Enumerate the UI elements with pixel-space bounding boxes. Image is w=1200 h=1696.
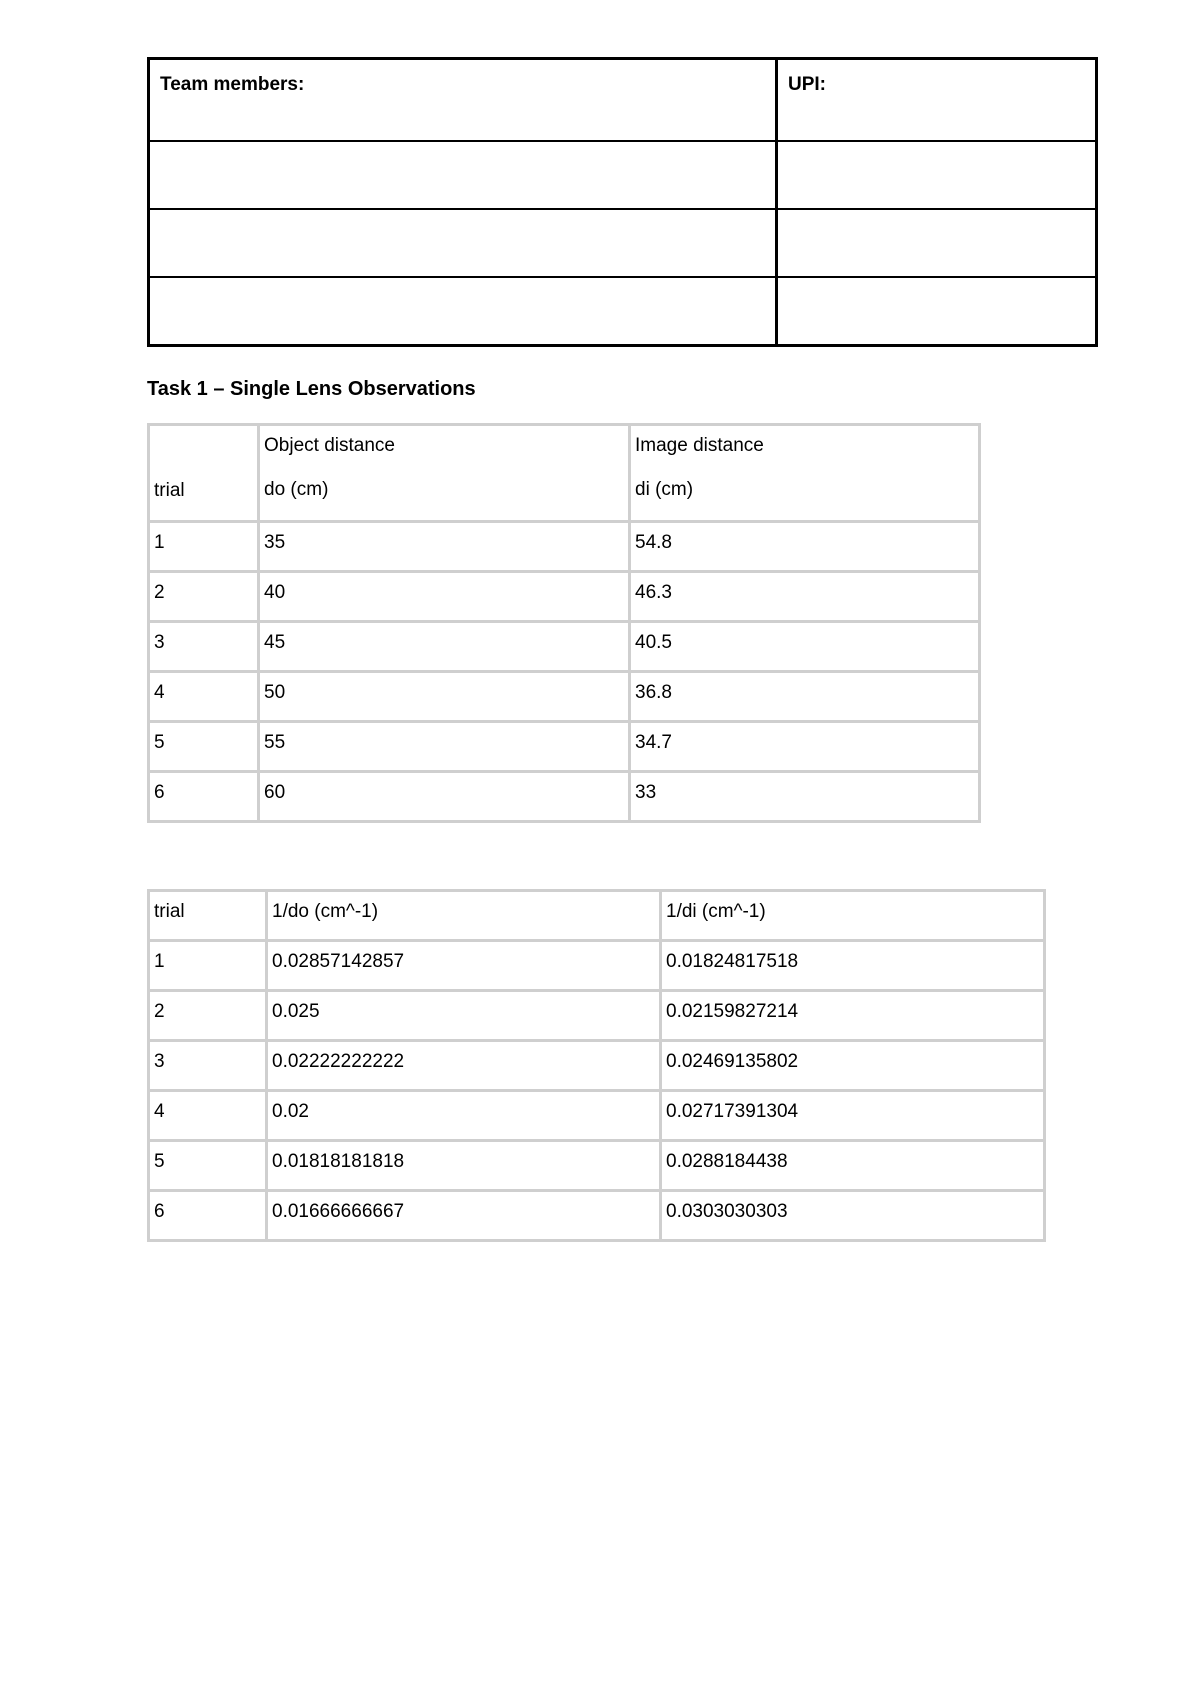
di-value: 40.5	[635, 632, 672, 653]
team-row	[149, 277, 1097, 346]
member-name-cell[interactable]	[149, 209, 777, 277]
do-value: 40	[264, 582, 286, 603]
inverse-di-value: 0.0303030303	[666, 1201, 788, 1222]
di-cell	[630, 722, 980, 772]
member-upi-cell[interactable]	[777, 277, 1097, 346]
image-distance-label: Image distance	[635, 435, 764, 456]
table-row	[149, 1091, 1045, 1141]
trial-cell	[149, 522, 259, 572]
trial-value: 4	[154, 682, 165, 703]
inverse-di-cell	[661, 1141, 1045, 1191]
member-upi-cell[interactable]	[777, 141, 1097, 209]
table-row	[149, 941, 1045, 991]
image-distance-header	[630, 425, 980, 522]
trial-cell	[149, 941, 267, 991]
task-title: Task 1 – Single Lens Observations	[147, 378, 476, 400]
trial-value: 6	[154, 1201, 165, 1222]
trial-cell	[149, 672, 259, 722]
inverse-do-cell	[267, 1141, 661, 1191]
inverse-di-value: 0.02469135802	[666, 1051, 799, 1072]
di-cell	[630, 772, 980, 822]
inverse-do-cell	[267, 1091, 661, 1141]
member-name-cell[interactable]	[149, 277, 777, 346]
object-distance-label: Object distance	[264, 435, 395, 456]
inverse-do-cell	[267, 1041, 661, 1091]
inverse-di-value: 0.0288184438	[666, 1151, 788, 1172]
table-row	[149, 622, 980, 672]
trial-header	[149, 425, 259, 522]
di-value: 34.7	[635, 732, 672, 753]
team-row	[149, 209, 1097, 277]
do-value: 60	[264, 782, 286, 803]
object-distance-header	[259, 425, 630, 522]
trial-value: 3	[154, 632, 165, 653]
trial-cell	[149, 1091, 267, 1141]
inverse-do-value: 0.02222222222	[272, 1051, 405, 1072]
di-value: 33	[635, 782, 657, 803]
trial-cell	[149, 772, 259, 822]
inverse-di-value: 0.01824817518	[666, 951, 799, 972]
inverse-do-cell	[267, 941, 661, 991]
table-row	[149, 1041, 1045, 1091]
inverse-di-cell	[661, 1191, 1045, 1241]
trial-header	[149, 891, 267, 941]
team-row	[149, 141, 1097, 209]
inverse-do-value: 0.02	[272, 1101, 309, 1122]
table-row	[149, 522, 980, 572]
team-members-table	[147, 57, 1098, 347]
trial-value: 3	[154, 1051, 165, 1072]
di-value: 46.3	[635, 582, 672, 603]
trial-value: 4	[154, 1101, 165, 1122]
di-cell	[630, 672, 980, 722]
do-cell	[259, 772, 630, 822]
inverse-do-header	[267, 891, 661, 941]
trial-value: 5	[154, 732, 165, 753]
trial-cell	[149, 622, 259, 672]
do-cell	[259, 522, 630, 572]
trial-cell	[149, 572, 259, 622]
inverse-di-label: 1/di (cm^-1)	[666, 901, 766, 922]
do-cell	[259, 722, 630, 772]
di-cell	[630, 522, 980, 572]
do-value: 55	[264, 732, 286, 753]
do-cell	[259, 672, 630, 722]
inverse-do-cell	[267, 1191, 661, 1241]
trial-cell	[149, 1041, 267, 1091]
trial-cell	[149, 722, 259, 772]
trial-cell	[149, 991, 267, 1041]
trial-cell	[149, 1141, 267, 1191]
di-value: 54.8	[635, 532, 672, 553]
reciprocals-table	[147, 889, 1046, 1242]
trial-value: 5	[154, 1151, 165, 1172]
trial-value: 2	[154, 1001, 165, 1022]
reciprocals-header-row	[149, 891, 1045, 941]
team-members-header: Team members:	[149, 59, 777, 142]
di-cell	[630, 572, 980, 622]
table-row	[149, 991, 1045, 1041]
inverse-di-cell	[661, 1041, 1045, 1091]
table-row	[149, 672, 980, 722]
inverse-do-value: 0.02857142857	[272, 951, 405, 972]
inverse-do-cell	[267, 991, 661, 1041]
team-header-row	[149, 59, 1097, 142]
trial-value: 2	[154, 582, 165, 603]
inverse-di-header	[661, 891, 1045, 941]
table-row	[149, 1141, 1045, 1191]
observations-table	[147, 423, 981, 823]
upi-header: UPI:	[777, 59, 1097, 142]
trial-value: 6	[154, 782, 165, 803]
table-row	[149, 1191, 1045, 1241]
trial-header-label: trial	[154, 480, 185, 501]
do-value: 35	[264, 532, 286, 553]
observations-header-row	[149, 425, 980, 522]
trial-value: 1	[154, 532, 165, 553]
di-value: 36.8	[635, 682, 672, 703]
inverse-do-value: 0.025	[272, 1001, 320, 1022]
table-row	[149, 772, 980, 822]
inverse-do-label: 1/do (cm^-1)	[272, 901, 379, 922]
object-distance-unit: do (cm)	[264, 479, 329, 500]
di-cell	[630, 622, 980, 672]
do-value: 50	[264, 682, 286, 703]
inverse-di-cell	[661, 991, 1045, 1041]
inverse-di-value: 0.02159827214	[666, 1001, 799, 1022]
do-value: 45	[264, 632, 286, 653]
member-upi-cell[interactable]	[777, 209, 1097, 277]
do-cell	[259, 572, 630, 622]
inverse-di-value: 0.02717391304	[666, 1101, 799, 1122]
inverse-do-value: 0.01818181818	[272, 1151, 405, 1172]
inverse-di-cell	[661, 941, 1045, 991]
inverse-di-cell	[661, 1091, 1045, 1141]
table-row	[149, 572, 980, 622]
table-row	[149, 722, 980, 772]
trial-value: 1	[154, 951, 165, 972]
trial-header-label: trial	[154, 901, 185, 922]
member-name-cell[interactable]	[149, 141, 777, 209]
trial-cell	[149, 1191, 267, 1241]
do-cell	[259, 622, 630, 672]
image-distance-unit: di (cm)	[635, 479, 694, 500]
inverse-do-value: 0.01666666667	[272, 1201, 405, 1222]
